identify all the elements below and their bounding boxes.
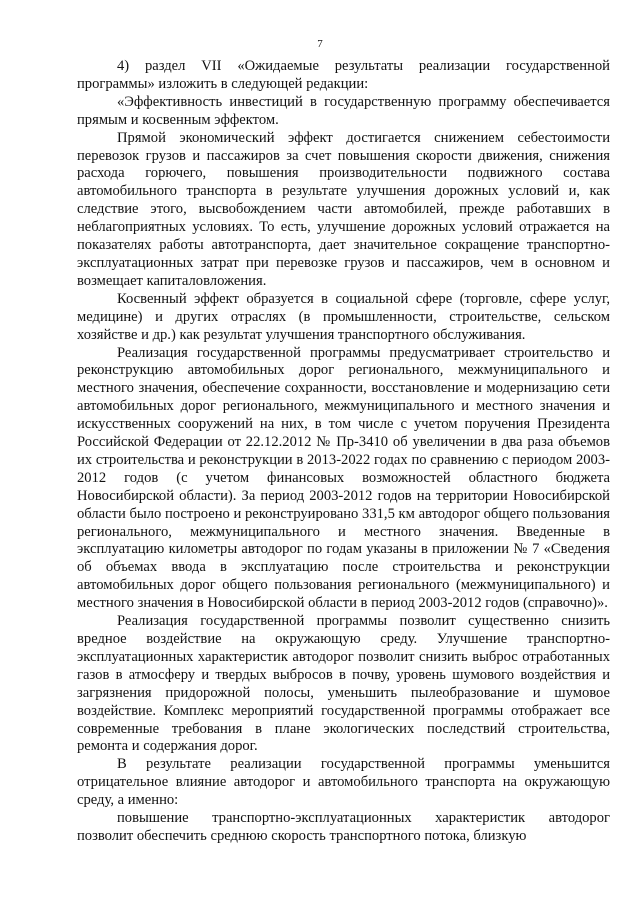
paragraph-result-summary: В результате реализации государственной программы уменьшится отрицательное влияние автодорог и автомобильного транспорта на окружающую среду, а именно:: [77, 756, 610, 809]
paragraph-characteristics: повышение транспортно-эксплуатационных характеристик автодорог позволит обеспечить среднюю скорость транспортного потока, близкую: [77, 810, 610, 844]
paragraph-program-implementation: Реализация государственной программы предусматривает строительство и реконструкцию автомобильных дорог регионального, межмуниципального и местного значения, обеспечение сохранности, восстановление и модернизацию сети автомобильных дорог регионального, межмуниципального и местного значения и искусственных сооружений на них, в том числе с учетом поручения Президента Российской Федерации от 22.12.2012 № Пр-3410 об увеличении в два раза объемов их строительства и реконструкции в 2013-2022 годах по сравнению с периодом 2003-2012 годов (с учетом финансовых возможностей областного бюджета Новосибирской области). За период 2003-2012 годов на территории Новосибирской области было построено и реконструировано 331,5 км автодорог общего пользования регионального, межмуниципального и местного значения. Введенные в эксплуатацию километры автодорог по годам указаны в приложении № 7 «Сведения об объемах ввода в эксплуатацию после строительства и реконструкции автомобильных дорог общего пользования регионального (межмуниципального) и местного значения в Новосибирской области в период 2003-2012 годов (справочно)».: [77, 344, 610, 612]
paragraph-efficiency: «Эффективность инвестиций в государственную программу обеспечивается прямым и косвенным эффектом.: [77, 93, 610, 128]
document-body: [77, 58, 610, 846]
paragraph-amendment-intro: 4) раздел VII «Ожидаемые результаты реализации государственной программы» изложить в следующей редакции:: [77, 58, 610, 92]
page-number: 7: [317, 38, 323, 50]
paragraph-environmental-impact: Реализация государственной программы позволит существенно снизить вредное воздействие на окружающую среду. Улучшение транспортно-эксплуатационных характеристик автодорог позволит снизить выброс отработанных газов в атмосферу и твердых выбросов в почву, уровень шумового воздействия и загрязнения придорожной полосы, уменьшить пылеобразование и шумовое воздействие. Комплекс мероприятий государственной программы отображает все современные требования в плане экологических последствий строительства, ремонта и содержания дорог.: [77, 613, 610, 755]
paragraph-direct-effect: Прямой экономический эффект достигается снижением себестоимости перевозок грузов и пассажиров за счет повышения скорости движения, снижения расхода горючего, повышения производительности подвижного состава автомобильного транспорта в результате улучшения дорожных условий и, как следствие этого, высвобождением части автомобилей, прежде работавших в неблагоприятных условиях. То есть, улучшение дорожных условий отражается на показателях работы автотранспорта, дает значительное сокращение транспортно-эксплуатационных затрат при перевозке грузов и пассажиров, чем в основном и возмещает капиталовложения.: [77, 129, 610, 289]
paragraph-indirect-effect: Косвенный эффект образуется в социальной сфере (торговле, сфере услуг, медицине) и других отраслях (в промышленности, строительстве, сельском хозяйстве и др.) как результат улучшения транспортного обслуживания.: [77, 290, 610, 343]
